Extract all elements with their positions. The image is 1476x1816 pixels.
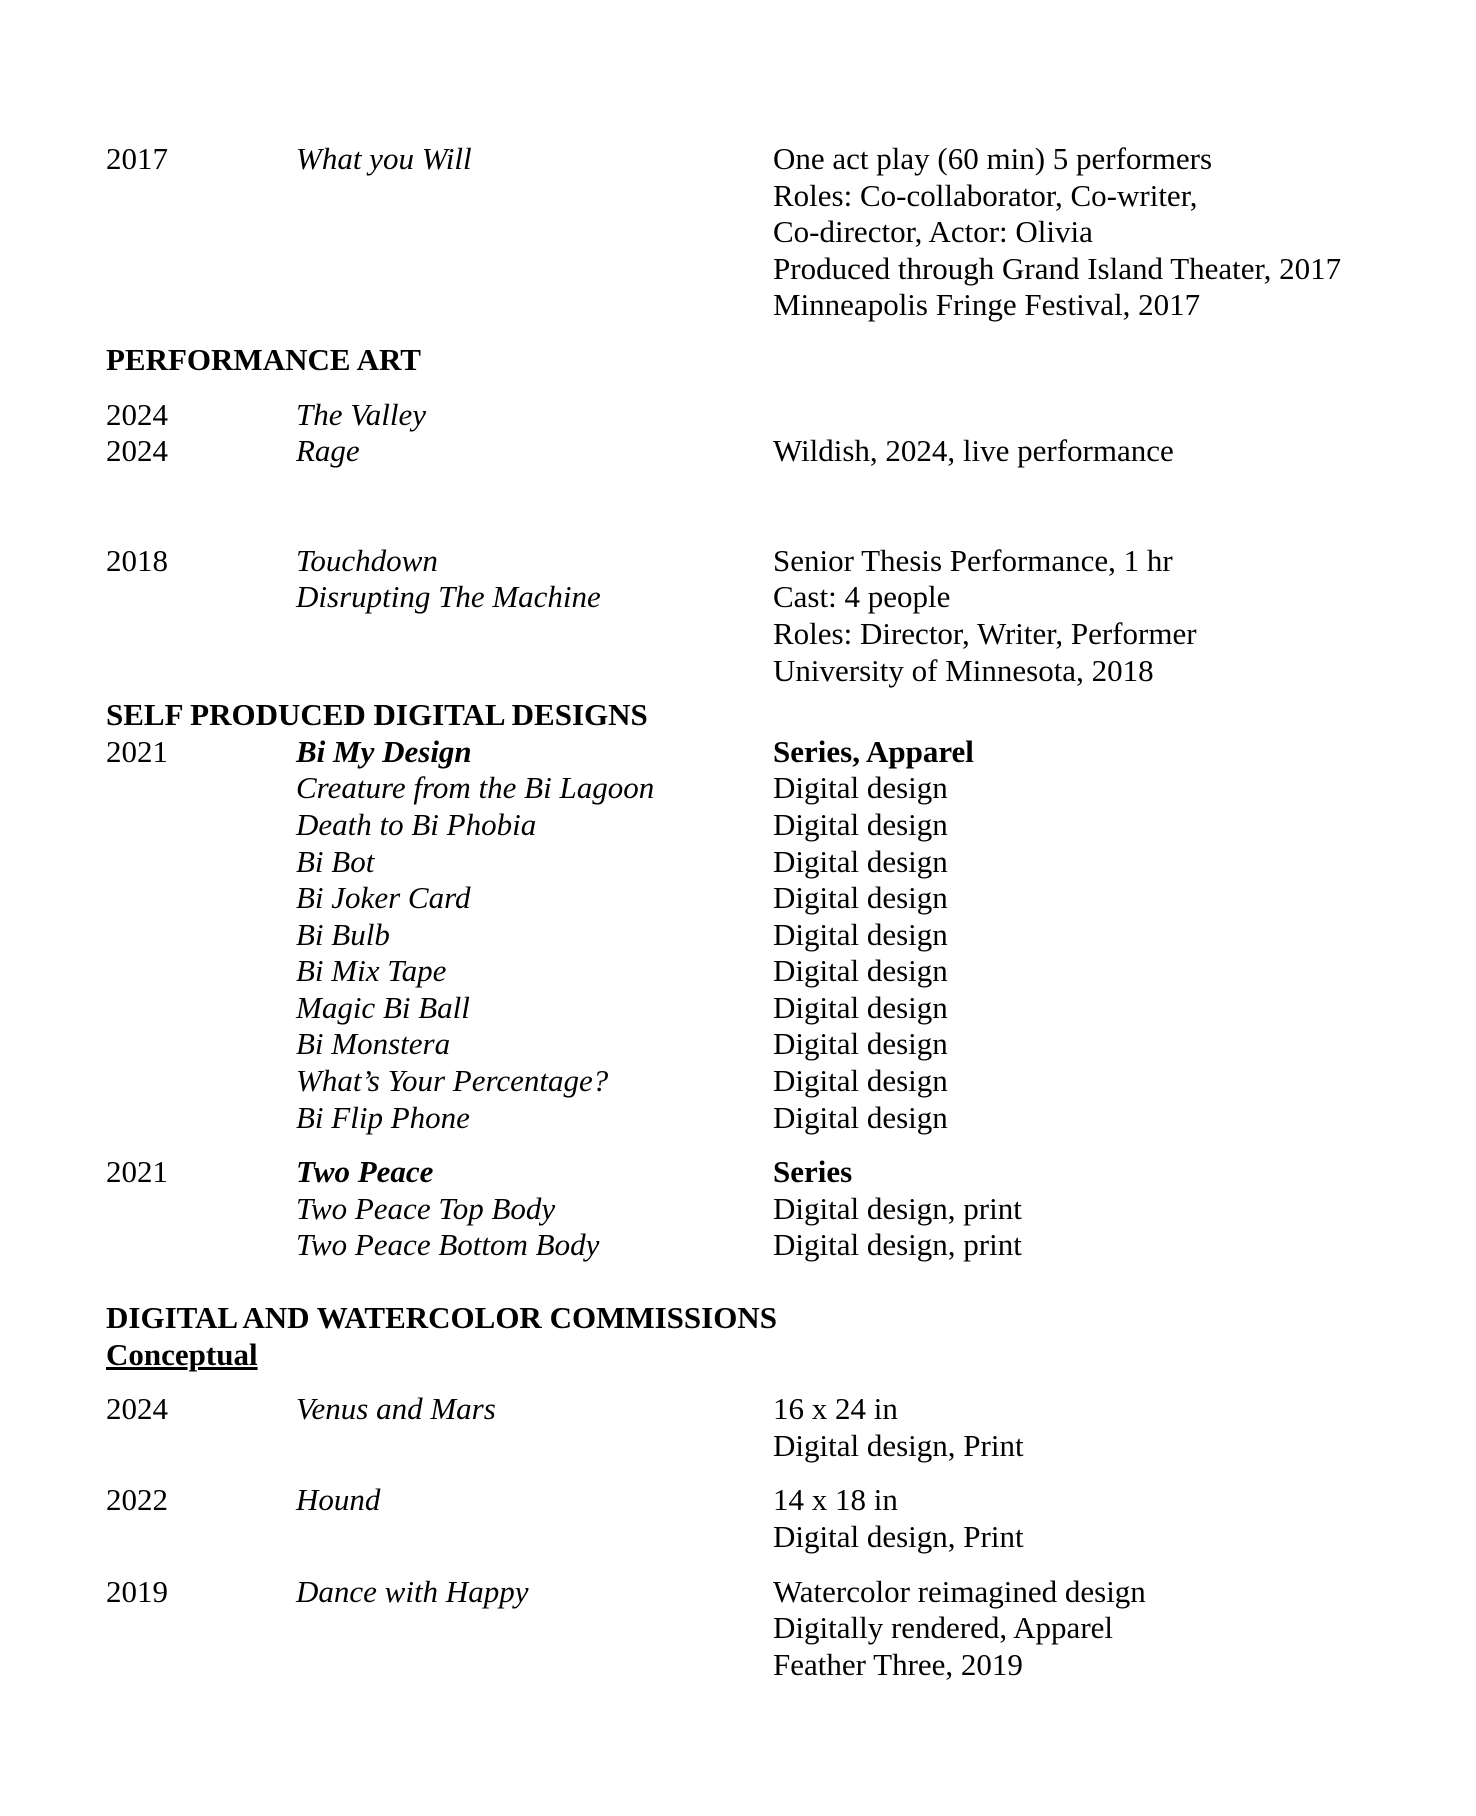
entry-detail: One act play (60 min) 5 performers xyxy=(773,141,1213,176)
series-detail: Series, Apparel xyxy=(773,733,974,769)
entry-title: Hound xyxy=(296,1482,381,1518)
entry-detail: Digital design, Print xyxy=(773,1519,1024,1554)
entry-year: 2017 xyxy=(106,141,168,176)
entry-title: Bi Monstera xyxy=(296,1026,451,1062)
entry-detail: University of Minnesota, 2018 xyxy=(773,652,1154,688)
entry-title: Magic Bi Ball xyxy=(296,989,470,1025)
cv-page xyxy=(106,141,1436,1683)
entry-detail: Wildish, 2024, live performance xyxy=(773,433,1174,469)
entry-2021-two-peace xyxy=(106,1154,1436,1264)
entry-detail: 14 x 18 in xyxy=(773,1482,898,1518)
entry-title: Disrupting The Machine xyxy=(296,579,601,615)
entry-details xyxy=(773,433,1436,470)
entry-detail: Digital design xyxy=(773,1099,948,1135)
entry-detail: Minneapolis Fringe Festival, 2017 xyxy=(773,287,1201,323)
entry-2018-touchdown xyxy=(106,543,1436,689)
entry-detail: Digital design xyxy=(773,806,948,842)
section-heading-commissions: DIGITAL AND WATERCOLOR COMMISSIONS xyxy=(106,1300,777,1336)
entry-year: 2024 xyxy=(106,396,168,432)
entry-details xyxy=(773,543,1436,689)
entry-detail: Digital design xyxy=(773,880,948,916)
entry-detail: Digital design xyxy=(773,843,948,879)
entry-2022-hound xyxy=(106,1482,1436,1555)
entry-titles xyxy=(296,543,773,616)
entry-2021-bi-my-design xyxy=(106,734,1436,1137)
entry-detail: Digital design, print xyxy=(773,1227,1022,1263)
entry-2024-the-valley xyxy=(106,397,1436,434)
entry-title: Two Peace Bottom Body xyxy=(296,1227,600,1263)
entry-title: Two Peace Top Body xyxy=(296,1190,556,1226)
entry-titles xyxy=(296,1154,773,1264)
entry-title: Rage xyxy=(296,433,360,469)
series-title: Bi My Design xyxy=(296,733,472,769)
entry-title: Bi Mix Tape xyxy=(296,953,447,989)
entry-details xyxy=(773,1574,1436,1684)
entry-year: 2018 xyxy=(106,542,168,578)
entry-detail: Roles: Director, Writer, Performer xyxy=(773,615,1197,651)
entry-title: Creature from the Bi Lagoon xyxy=(296,770,655,806)
entry-detail: Co-director, Actor: Olivia xyxy=(773,214,1093,250)
entry-detail: Watercolor reimagined design xyxy=(773,1573,1146,1609)
entry-title: Touchdown xyxy=(296,542,438,578)
entry-detail: Digital design xyxy=(773,1063,948,1099)
entry-detail: Digital design xyxy=(773,916,948,952)
entry-year: 2021 xyxy=(106,733,168,769)
entry-detail: Digitally rendered, Apparel xyxy=(773,1610,1114,1646)
entry-detail: 16 x 24 in xyxy=(773,1391,898,1427)
entry-title: Bi Joker Card xyxy=(296,880,471,916)
entry-title: Bi Flip Phone xyxy=(296,1099,470,1135)
entry-titles xyxy=(296,141,773,178)
entry-detail: Digital design, Print xyxy=(773,1427,1024,1463)
entry-details xyxy=(773,1482,1436,1555)
entry-year: 2024 xyxy=(106,433,168,469)
entry-title: Dance with Happy xyxy=(296,1573,529,1609)
entry-detail: Digital design xyxy=(773,989,948,1025)
entry-details xyxy=(773,141,1436,324)
entry-2024-rage xyxy=(106,433,1436,470)
entry-2017-what-you-will xyxy=(106,141,1436,324)
entry-titles xyxy=(296,1391,773,1428)
entry-detail: Roles: Co-collaborator, Co-writer, xyxy=(773,177,1198,213)
entry-titles xyxy=(296,1574,773,1611)
section-heading-digital-designs: SELF PRODUCED DIGITAL DESIGNS xyxy=(106,697,648,733)
entry-detail: Senior Thesis Performance, 1 hr xyxy=(773,542,1173,578)
entry-title: Bi Bulb xyxy=(296,916,390,952)
entry-detail: Digital design xyxy=(773,770,948,806)
series-title: Two Peace xyxy=(296,1154,434,1190)
entry-title: What you Will xyxy=(296,141,472,176)
entry-details xyxy=(773,734,1436,1137)
entry-detail: Cast: 4 people xyxy=(773,579,951,615)
entry-title: Venus and Mars xyxy=(296,1391,496,1427)
entry-2024-venus-and-mars xyxy=(106,1391,1436,1464)
entry-title: Bi Bot xyxy=(296,843,375,879)
entry-titles xyxy=(296,433,773,470)
section-heading-performance-art: PERFORMANCE ART xyxy=(106,341,421,377)
entry-details xyxy=(773,1154,1436,1264)
entry-year: 2024 xyxy=(106,1391,168,1427)
entry-year: 2021 xyxy=(106,1154,168,1190)
entry-details xyxy=(773,1391,1436,1464)
entry-titles xyxy=(296,1482,773,1519)
entry-detail: Digital design xyxy=(773,1026,948,1062)
entry-titles xyxy=(296,397,773,434)
entry-detail: Feather Three, 2019 xyxy=(773,1646,1023,1682)
entry-title: Death to Bi Phobia xyxy=(296,806,537,842)
series-detail: Series xyxy=(773,1154,853,1190)
entry-2019-dance-with-happy xyxy=(106,1574,1436,1684)
entry-year: 2022 xyxy=(106,1482,168,1518)
entry-detail: Digital design, print xyxy=(773,1190,1022,1226)
entry-detail: Produced through Grand Island Theater, 2017 xyxy=(773,250,1342,286)
entry-title: The Valley xyxy=(296,396,426,432)
entry-detail: Digital design xyxy=(773,953,948,989)
entry-year: 2019 xyxy=(106,1573,168,1609)
entry-title: What’s Your Percentage? xyxy=(296,1063,609,1099)
entry-titles xyxy=(296,734,773,1137)
subsection-heading-conceptual: Conceptual xyxy=(106,1336,258,1372)
